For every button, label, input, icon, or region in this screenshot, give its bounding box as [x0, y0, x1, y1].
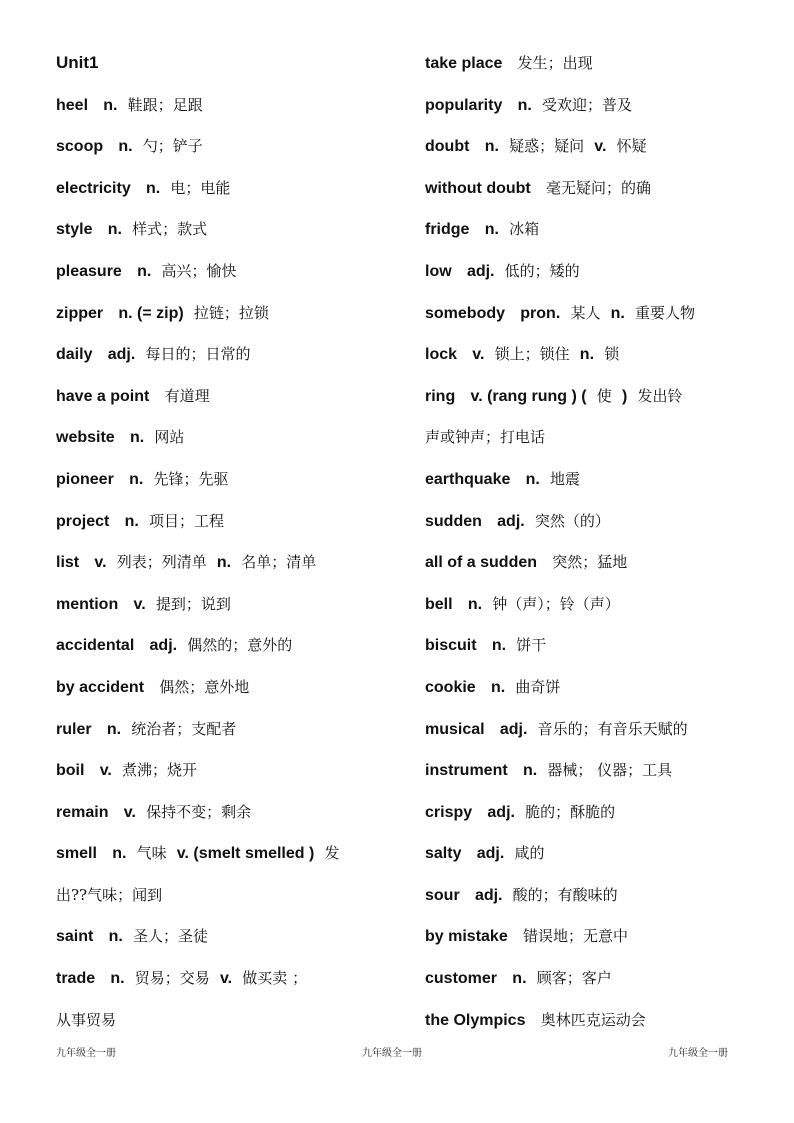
- part-of-speech: v.: [99, 762, 112, 780]
- vocab-word: lock: [425, 346, 458, 364]
- part-of-speech: pron.: [520, 304, 561, 322]
- vocab-word: earthquake: [425, 470, 511, 488]
- meaning: 鞋跟；足跟: [127, 95, 203, 114]
- meaning: 脆的；酥脆的: [525, 802, 616, 821]
- vocab-word: fridge: [425, 221, 470, 239]
- part-of-speech: v. (smelt smelled ): [176, 845, 315, 863]
- part-of-speech: n.: [484, 138, 499, 156]
- meaning: 顾客；客户: [536, 969, 612, 988]
- meaning: 重要人物: [635, 303, 696, 322]
- vocab-entry: [425, 131, 755, 173]
- vocab-entry: [56, 589, 406, 631]
- footer-right: 九年级全一册: [668, 1048, 728, 1059]
- vocab-entry: [56, 339, 406, 381]
- meaning: 低的；矮的: [504, 261, 580, 280]
- meaning: 贸易；交易: [134, 969, 210, 988]
- meaning: 毫无疑问；的确: [546, 178, 652, 197]
- vocab-entry: [56, 797, 406, 839]
- part-of-speech: v.: [594, 138, 607, 156]
- meaning: 出??气味；闻到: [56, 885, 163, 904]
- vocab-entry: [425, 48, 755, 90]
- vocab-entry: [56, 880, 406, 922]
- meaning: 网站: [154, 428, 185, 447]
- vocab-entry: [56, 256, 406, 298]
- meaning: 统治者；支配者: [131, 719, 237, 738]
- vocab-entry: [425, 339, 755, 381]
- vocab-entry: [425, 714, 755, 756]
- meaning: 做买卖 ；: [242, 969, 308, 988]
- vocab-word: mention: [56, 595, 119, 613]
- vocab-entry: [56, 214, 406, 256]
- vocab-entry: [425, 1005, 755, 1047]
- meaning: 每日的；日常的: [145, 345, 251, 364]
- vocab-entry: [56, 963, 406, 1005]
- vocab-word: by mistake: [425, 928, 508, 946]
- part-of-speech: v.: [472, 346, 485, 364]
- part-of-speech: adj.: [107, 346, 136, 364]
- unit-title-line: [56, 48, 406, 90]
- part-of-speech: n.: [106, 720, 122, 738]
- vocab-entry: [56, 464, 406, 506]
- vocab-entry: [425, 422, 755, 464]
- part-of-speech: n.: [484, 221, 499, 239]
- meaning: 器械； 仪器；工具: [547, 761, 673, 780]
- vocab-entry: [425, 880, 755, 922]
- vocab-entry: [425, 755, 755, 797]
- vocab-word: smell: [56, 845, 97, 863]
- vocab-word: pleasure: [56, 262, 122, 280]
- vocab-entry: [56, 672, 406, 714]
- vocab-entry: [425, 838, 755, 880]
- part-of-speech: v.: [133, 595, 146, 613]
- part-of-speech: v.: [219, 970, 233, 988]
- meaning: 勺；铲子: [142, 137, 203, 156]
- part-of-speech: n.: [118, 138, 133, 156]
- vocab-entry: [56, 714, 406, 756]
- vocab-word: remain: [56, 803, 109, 821]
- meaning: 咸的: [514, 844, 545, 863]
- vocab-entry: [425, 381, 755, 423]
- vocab-word: project: [56, 512, 110, 530]
- meaning: 锁: [604, 345, 620, 364]
- vocab-word: salty: [425, 845, 462, 863]
- vocab-entry: [56, 921, 406, 963]
- vocab-entry: [425, 464, 755, 506]
- vocab-entry: [56, 838, 406, 880]
- vocab-entry: [56, 381, 406, 423]
- meaning: 曲奇饼: [515, 677, 561, 696]
- vocab-word: cookie: [425, 678, 476, 696]
- part-of-speech: adj.: [474, 886, 503, 904]
- vocab-entry: [56, 422, 406, 464]
- part-of-speech: n.: [522, 762, 538, 780]
- vocab-entry: [56, 547, 406, 589]
- vocab-word: list: [56, 554, 80, 572]
- part-of-speech: adj.: [497, 512, 525, 530]
- part-of-speech: adj.: [499, 720, 528, 738]
- vocab-word: style: [56, 221, 93, 239]
- vocab-entry: [56, 298, 406, 340]
- part-of-speech: n.: [610, 304, 625, 322]
- vocab-word: pioneer: [56, 470, 114, 488]
- meaning: 高兴；愉快: [161, 261, 237, 280]
- vocab-entry: [56, 755, 406, 797]
- vocab-word: electricity: [56, 179, 131, 197]
- part-of-speech: ): [621, 387, 628, 405]
- part-of-speech: n. (= zip): [118, 304, 184, 322]
- meaning: 保持不变；剩余: [146, 802, 252, 821]
- part-of-speech: n.: [145, 179, 161, 197]
- right-column: [425, 48, 755, 1046]
- vocab-entry: [425, 547, 755, 589]
- part-of-speech: n.: [490, 678, 506, 696]
- vocab-word: sudden: [425, 512, 482, 530]
- part-of-speech: v. (rang rung ) (: [470, 387, 587, 405]
- meaning: 气味: [136, 844, 167, 863]
- meaning: 煮沸；烧开: [122, 761, 198, 780]
- vocab-word: website: [56, 429, 115, 447]
- meaning: 突然（的）: [534, 511, 610, 530]
- vocab-word: take place: [425, 55, 503, 72]
- meaning: 项目；工程: [149, 511, 225, 530]
- vocab-word: popularity: [425, 96, 503, 114]
- meaning: 拉链；拉锁: [193, 303, 269, 322]
- left-vocab-list: [56, 90, 406, 1047]
- part-of-speech: n.: [216, 554, 232, 572]
- meaning: 使: [596, 386, 612, 405]
- meaning: 样式；款式: [132, 220, 208, 239]
- meaning: 先锋；先驱: [153, 469, 229, 488]
- vocab-word: zipper: [56, 304, 104, 322]
- meaning: 饼干: [516, 636, 547, 655]
- meaning: 错误地；无意中: [522, 927, 628, 946]
- meaning: 提到；说到: [155, 594, 231, 613]
- vocab-word: sour: [425, 886, 460, 904]
- vocab-entry: [425, 921, 755, 963]
- meaning: 冰箱: [509, 220, 540, 239]
- vocab-word: by accident: [56, 678, 145, 696]
- vocab-word: customer: [425, 970, 498, 988]
- vocab-word: have a point: [56, 387, 150, 405]
- footer-center: 九年级全一册: [362, 1048, 422, 1059]
- right-vocab-list: [425, 48, 755, 1046]
- meaning: 发: [324, 844, 340, 863]
- part-of-speech: n.: [124, 512, 139, 530]
- vocab-word: bell: [425, 595, 453, 613]
- vocab-word: somebody: [425, 304, 506, 322]
- part-of-speech: adj.: [466, 262, 495, 280]
- meaning: 声或钟声；打电话: [425, 428, 546, 447]
- part-of-speech: n.: [112, 845, 127, 863]
- meaning: 偶然的；意外的: [187, 636, 293, 655]
- meaning: 发出铃: [637, 386, 683, 405]
- meaning: 有道理: [164, 386, 210, 405]
- part-of-speech: n.: [512, 970, 527, 988]
- meaning: 偶然；意外地: [159, 677, 250, 696]
- vocab-word: the Olympics: [425, 1011, 526, 1029]
- vocab-word: trade: [56, 970, 96, 988]
- part-of-speech: adj.: [476, 845, 505, 863]
- vocab-word: heel: [56, 96, 89, 114]
- vocab-word: ruler: [56, 720, 92, 738]
- part-of-speech: n.: [579, 346, 595, 364]
- vocab-entry: [425, 589, 755, 631]
- vocab-word: boil: [56, 762, 85, 780]
- vocab-word: without doubt: [425, 179, 531, 197]
- meaning: 怀疑: [616, 137, 647, 156]
- vocab-entry: [425, 797, 755, 839]
- vocab-entry: [425, 298, 755, 340]
- part-of-speech: n.: [129, 429, 145, 447]
- part-of-speech: adj.: [487, 803, 515, 821]
- vocab-entry: [425, 672, 755, 714]
- part-of-speech: n.: [517, 96, 532, 114]
- vocab-word: accidental: [56, 637, 135, 655]
- meaning: 发生；出现: [517, 54, 593, 72]
- vocab-word: saint: [56, 928, 94, 946]
- vocab-word: crispy: [425, 803, 473, 821]
- vocab-entry: [425, 90, 755, 132]
- vocab-entry: [425, 173, 755, 215]
- vocab-entry: [56, 506, 406, 548]
- vocab-word: biscuit: [425, 637, 477, 655]
- vocab-entry: [425, 963, 755, 1005]
- part-of-speech: n.: [467, 595, 483, 613]
- vocab-entry: [425, 630, 755, 672]
- vocab-entry: [425, 256, 755, 298]
- vocab-word: scoop: [56, 138, 104, 156]
- part-of-speech: n.: [108, 928, 123, 946]
- unit-title: Unit1: [56, 53, 99, 72]
- meaning: 钟（声）；铃（声）: [492, 594, 620, 613]
- part-of-speech: n.: [137, 262, 152, 280]
- vocab-word: low: [425, 262, 452, 280]
- vocab-word: daily: [56, 346, 93, 364]
- part-of-speech: v.: [123, 803, 136, 821]
- vocab-entry: [425, 214, 755, 256]
- vocab-entry: [425, 506, 755, 548]
- meaning: 疑惑；疑问: [509, 137, 585, 156]
- meaning: 圣人；圣徒: [133, 927, 209, 946]
- meaning: 锁上；锁住: [494, 345, 570, 364]
- vocab-entry: [56, 1005, 406, 1047]
- part-of-speech: n.: [110, 970, 125, 988]
- vocab-entry: [56, 90, 406, 132]
- part-of-speech: n.: [103, 96, 118, 114]
- meaning: 从事贸易: [56, 1010, 117, 1029]
- vocab-word: instrument: [425, 762, 508, 780]
- meaning: 列表；列清单: [116, 553, 207, 572]
- meaning: 酸的；有酸味的: [512, 885, 618, 904]
- meaning: 电；电能: [170, 178, 231, 197]
- vocab-word: ring: [425, 387, 456, 405]
- vocab-word: doubt: [425, 138, 470, 156]
- vocab-entry: [56, 630, 406, 672]
- vocab-entry: [56, 131, 406, 173]
- vocab-word: all of a sudden: [425, 554, 538, 572]
- part-of-speech: n.: [107, 221, 122, 239]
- meaning: 名单；清单: [241, 553, 317, 572]
- left-column: [56, 48, 406, 1046]
- meaning: 音乐的；有音乐天赋的: [537, 719, 688, 738]
- meaning: 奥林匹克运动会: [540, 1010, 646, 1029]
- meaning: 突然；猛地: [552, 553, 628, 572]
- part-of-speech: n.: [129, 470, 144, 488]
- vocab-entry: [56, 173, 406, 215]
- part-of-speech: v.: [94, 554, 107, 572]
- part-of-speech: adj.: [149, 637, 178, 655]
- meaning: 地震: [550, 469, 581, 488]
- meaning: 受欢迎；普及: [542, 95, 633, 114]
- footer-left: 九年级全一册: [56, 1048, 116, 1059]
- meaning: 某人: [570, 303, 601, 322]
- part-of-speech: n.: [525, 470, 540, 488]
- vocab-word: musical: [425, 720, 485, 738]
- part-of-speech: n.: [491, 637, 507, 655]
